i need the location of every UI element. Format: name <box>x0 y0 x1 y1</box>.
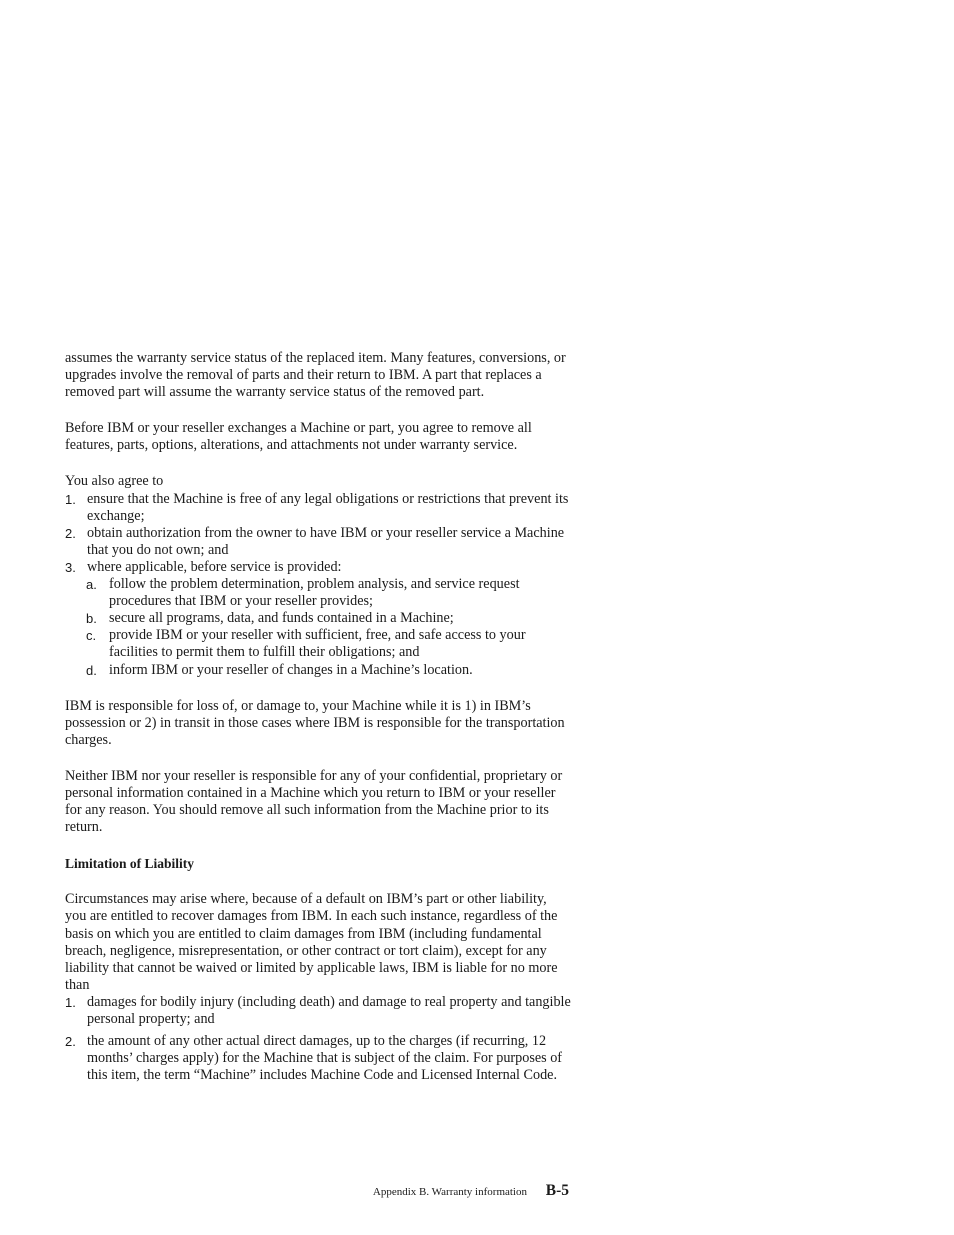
footer-title: Appendix B. Warranty information <box>372 1186 527 1198</box>
list-item <box>65 627 571 661</box>
list-number: 1. <box>65 491 76 507</box>
agreement-list-block <box>65 491 571 679</box>
list-number: 2. <box>65 1034 76 1050</box>
list-letter: b. <box>86 611 97 627</box>
list-item <box>65 559 571 576</box>
paragraph-replaced-item: assumes the warranty service status of the replaced item. Many features, conversions, or upgrades involve the removal of parts and their return to IBM. A part that replaces a removed part will assume the warranty service status of the removed part. <box>65 350 566 401</box>
paragraph-confidential-info: Neither IBM nor your reseller is responsible for any of your confidential, proprietary or personal information contained in a Machine which you return to IBM or your reseller for any reason. You should remove all such information from the Machine prior to its return. <box>65 767 563 836</box>
list-number: 3. <box>65 559 76 575</box>
list-item-text: the amount of any other actual direct damages, up to the charges (if recurring, 12 months’ charges apply) for the Machine that is subject of the claim. For purposes of this item, the term “Machine” includes Machine Code and Licensed Internal Code. <box>87 1033 563 1084</box>
agreement-sublist <box>65 576 571 679</box>
agreement-list <box>65 491 571 576</box>
page-body <box>65 350 571 1084</box>
list-item-text: obtain authorization from the owner to have IBM or your reseller service a Machine that you do not own; and <box>87 524 565 558</box>
list-number: 2. <box>65 525 76 541</box>
list-item <box>65 576 571 610</box>
list-item <box>65 1033 571 1084</box>
list-letter: c. <box>86 628 97 644</box>
paragraph-circumstances: Circumstances may arise where, because of a default on IBM’s part or other liability, you are entitled to recover damages from IBM. In each such instance, regardless of the basis on which you are entitled to claim damages from IBM (including fundamental breach, negligence, misrepresentation, or other contract or tort claim), except for any liability that cannot be waived or limited by applicable laws, IBM is liable for no more than <box>65 891 558 993</box>
list-item <box>65 610 571 627</box>
paragraph-also-agree: You also agree to <box>65 473 164 490</box>
list-letter: a. <box>86 577 97 593</box>
list-item <box>65 994 571 1028</box>
liability-list <box>65 994 571 1084</box>
page-footer <box>373 1182 569 1201</box>
list-item-text: ensure that the Machine is free of any legal obligations or restrictions that prevent its exchange; <box>87 490 569 524</box>
paragraph-loss-damage: IBM is responsible for loss of, or damage to, your Machine while it is 1) in IBM’s possession or 2) in transit in those cases where IBM is responsible for the transportation charges. <box>65 697 565 748</box>
list-item-text: follow the problem determination, problem analysis, and service request procedures that IBM or your reseller provides; <box>109 576 520 610</box>
paragraph-exchange: Before IBM or your reseller exchanges a Machine or part, you agree to remove all features, parts, options, alterations, and attachments not under warranty service. <box>65 420 532 454</box>
section-heading: Limitation of Liability <box>65 856 195 872</box>
list-letter: d. <box>86 662 97 678</box>
list-item-text: secure all programs, data, and funds contained in a Machine; <box>109 610 454 627</box>
list-item-text: inform IBM or your reseller of changes in a Machine’s location. <box>109 661 473 678</box>
list-item-text: where applicable, before service is provided: <box>87 558 342 575</box>
list-item-text: damages for bodily injury (including death) and damage to real property and tangible personal property; and <box>87 993 571 1027</box>
list-item <box>65 525 571 559</box>
list-number: 1. <box>65 994 76 1010</box>
list-item <box>65 662 571 679</box>
page-number: B-5 <box>545 1182 569 1199</box>
list-item-text: provide IBM or your reseller with sufficient, free, and safe access to your facilities to permit them to fulfill their obligations; and <box>109 627 526 661</box>
list-item <box>65 491 571 525</box>
